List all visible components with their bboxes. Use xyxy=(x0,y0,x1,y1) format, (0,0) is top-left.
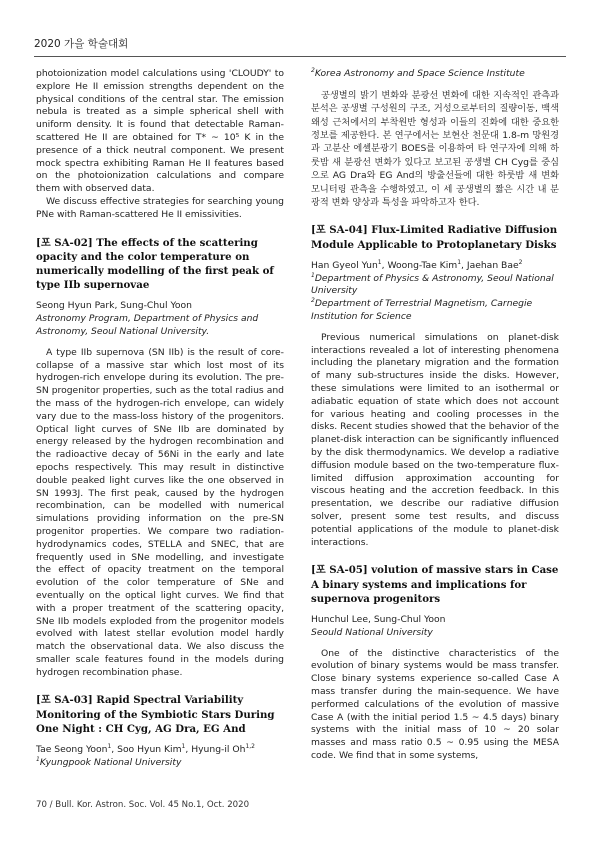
sa02-abstract: A type IIb supernova (SN IIb) is the result of core-collapse of a massive star which lost most of its hydrogen-rich envelope during its evolution. The pre-SN progenitor properties, such as the total radius and the mass of the hydrogen-rich envelope, can widely vary due to the mass-loss history of the progenitors. Optical light curves of SNe IIb are dominated by energy released by the hydrogen recombination and the radioactive decay of 56Ni in the early and late epochs respectively. This may result in distinctive double peaked light curves like the one observed in SN 1993J. The first peak, caused by the hydrogen recombination, can be modelled with numerical simulations providing information on the pre-SN progenitor properties. We compare two radiation-hydrodynamics codes, STELLA and SNEC, that are frequently used in SNe modelling, and investigate the effect of opacity treatment on the temporal evolution of the color temperature of SNe and eventually on the optical light curves. We find that with a proper treatment of the scattering opacity, SNe IIb models exploded from the progenitor models evolved with latest stellar evolution model hardly match the observational data. We also discuss the smaller scale features found in the models during hydrogen recombination phase. xyxy=(36,346,284,678)
sa03-affiliation-2: $^2$Korea Astronomy and Space Science Institute xyxy=(311,66,525,79)
sa04-affiliation-2: $^2$Department of Terrestrial Magnetism, Carnegie Institution for Science xyxy=(311,297,533,323)
sa02-authors: Seong Hyun Park, Sung-Chul Yoon xyxy=(36,300,192,312)
sa03-title: [포 SA-03] Rapid Spectral Variability Monitoring of the Symbiotic Stars During One Night : CH Cyg, AG Dra, EG And xyxy=(36,694,275,735)
running-header: 2020 가을 학술대회 xyxy=(34,38,129,50)
sa03-abstract-korean: 공생별의 밝기 변화와 분광선 변화에 대한 지속적인 관측과 분석은 공생별 구성원의 구조, 거성으로부터의 질량이동, 백색왜성 근처에서의 부착원반 형성과 이들의 진화에 대한 중요한 정보를 제공한다. 본 연구에서는 보현산 천문대 1.8-m 망원경과 고분산 에셸분광기 BOES를 이용하여 타 연구자에 의해 하룻밤 새 분광선 변화가 있다고 보고된 공생별 CH Cyg를 중심으로 AG Dra와 EG And의 방출선들에 대한 하룻밤 새 변화 모니터링 관측을 수행하였고, 이 세 공생별의 짧은 시간 내 분광적 변화 양상과 특성을 파악하고자 한다. xyxy=(311,89,559,209)
sa05-title: [포 SA-05] volution of massive stars in Case A binary systems and implications for supernova progenitors xyxy=(311,564,559,605)
header-rule xyxy=(34,56,566,57)
sa03-affiliation-1: $^1$Kyungpook National University xyxy=(36,755,182,768)
page-footer: 70 / Bull. Kor. Astron. Soc. Vol. 45 No.1, Oct. 2020 xyxy=(36,800,250,810)
left-column xyxy=(36,68,284,770)
sa03-authors: Tae Seong Yoon$^1$, Soo Hyun Kim$^1$, Hyung-il Oh$^{1,2}$ xyxy=(36,743,255,756)
sa02-affiliation: Astronomy Program, Department of Physics and Astronomy, Seoul National University. xyxy=(36,313,259,337)
sa04-affiliation-1: $^1$Department of Physics & Astronomy, Seoul National University xyxy=(311,271,554,297)
sa04-abstract: Previous numerical simulations on planet-disk interactions revealed a lot of interesting phenomena including the planetary migration and the formation of many sub-structures inside the disks. However, these simulations were limited to an isothermal or adiabatic equation of state which does not account for various heating and cooling processes in the disks. Recent studies showed that the behavior of the planet-disk interaction can be significantly influenced by the disk thermodynamics. We develop a radiative diffusion module based on the two-temperature flux-limited diffusion approximation accounting for viscous heating and the accretion feedback. In this presentation, we describe our radiative diffusion solver, present some test results, and discuss potential applications of the module to planet-disk interactions. xyxy=(311,331,559,548)
sa04-authors: Han Gyeol Yun$^1$, Woong-Tae Kim$^1$, Jaehan Bae$^2$ xyxy=(311,258,523,271)
abstract-continuation: photoionization model calculations using 'CLOUDY' to explore He II emission strengths dependent on the physical conditions of the central star. The emission nebula is treated as a simple spherical shell with uniform density. It is found that detectable Raman-scattered He II are obtained for T* ~ 10⁵ K in the presence of a thick neutral component. We present mock spectra exhibiting Raman He II features based on the photoionization calculations and compare them with observed data. xyxy=(36,68,284,195)
abstract-closing-paragraph: We discuss effective strategies for searching young PNe with Raman-scattered He II emissivities. xyxy=(36,195,284,220)
sa05-abstract: One of the distinctive characteristics of the evolution of binary systems would be mass transfer. Close binary systems experience so-called Case A mass transfer during the main-sequence. We have performed calculations of the evolution of massive Case A (with the initial period 1.5 ~ 4.5 days) binary systems with the initial mass of 10 ~ 20 solar masses and mass ratio 0.5 ~ 0.95 using the MESA code. We find that in some systems, xyxy=(311,647,559,761)
right-column xyxy=(311,68,559,763)
sa04-title: [포 SA-04] Flux-Limited Radiative Diffusion Module Applicable to Protoplanetary Disks xyxy=(311,224,558,251)
sa02-title: [포 SA-02] The effects of the scattering opacity and the color temperature on numerically modelling of the first peak of type IIb supernovae xyxy=(36,236,274,292)
sa05-authors: Hunchul Lee, Sung-Chul Yoon xyxy=(311,614,446,625)
sa05-affiliation: Seould National University xyxy=(311,626,433,638)
